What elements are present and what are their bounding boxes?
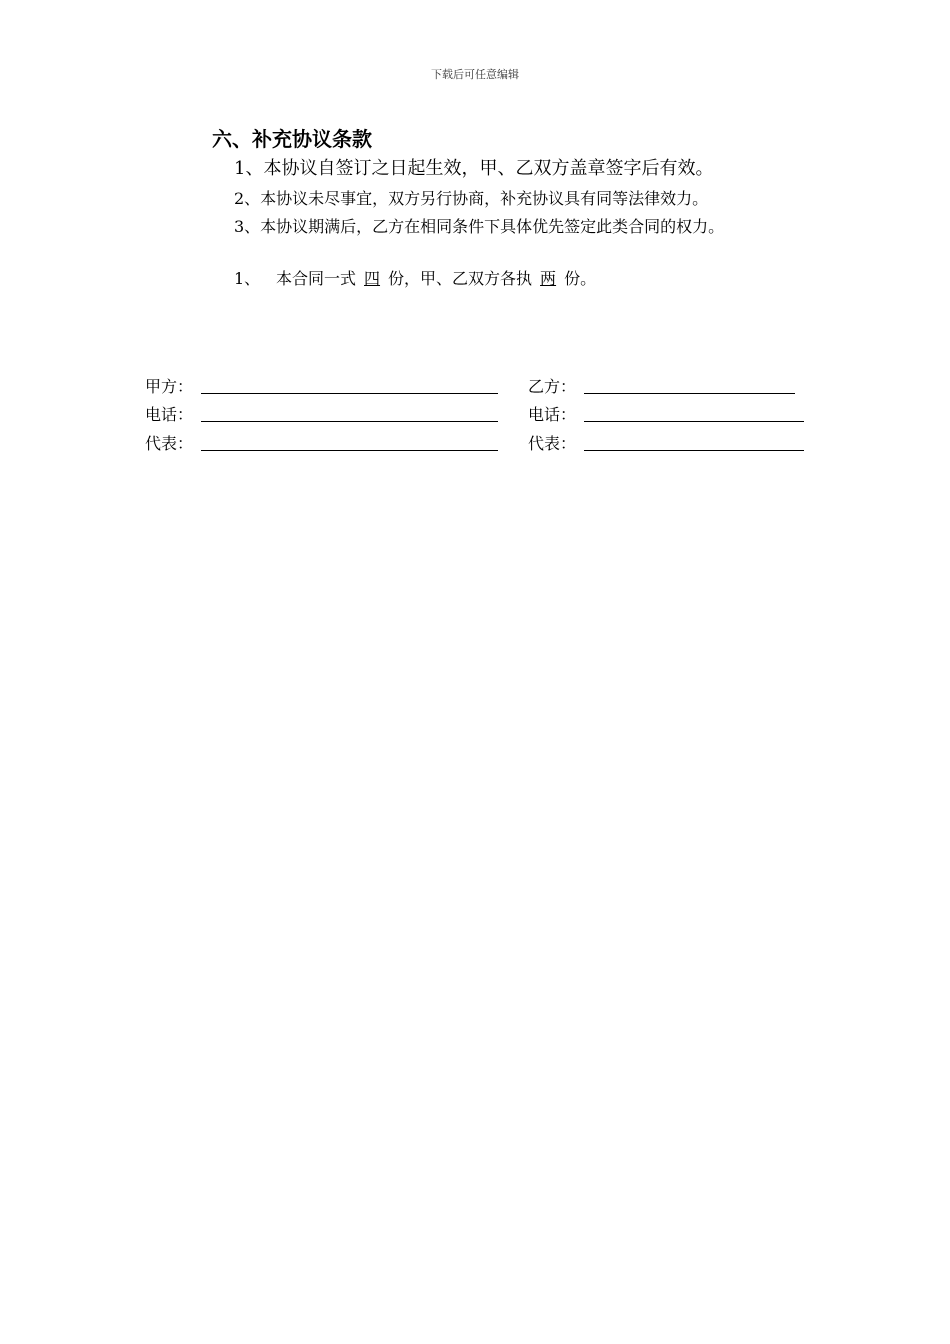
clause-2: 2、本协议未尽事宜，双方另行协商，补充协议具有同等法律效力。 [234,189,709,208]
party-a-signature-line[interactable] [201,393,498,394]
party-b-rep-line[interactable] [584,450,804,451]
copies-suffix: 份。 [564,269,597,288]
copies-each-field: 两 [540,269,557,288]
party-a-rep-line[interactable] [201,450,498,451]
header-note: 下载后可任意编辑 [431,68,519,81]
party-b-signature-line[interactable] [584,393,795,394]
copies-total-field: 四 [364,269,381,288]
party-a-rep-label: 代表： [145,434,194,453]
party-b-rep-label: 代表： [528,434,577,453]
party-a-label: 甲方： [145,377,194,396]
party-b-label: 乙方： [528,377,577,396]
copies-clause [234,266,596,289]
party-a-phone-label: 电话： [145,405,194,424]
clause-1: 1、本协议自签订之日起生效，甲、乙双方盖章签字后有效。 [234,158,714,179]
party-b-phone-label: 电话： [528,405,577,424]
section-title: 六、补充协议条款 [212,127,372,151]
copies-middle: 份，甲、乙双方各执 [388,269,533,288]
party-a-phone-line[interactable] [201,421,498,422]
clause-3: 3、本协议期满后，乙方在相同条件下具体优先签定此类合同的权力。 [234,217,725,236]
signature-row-representative [0,431,950,455]
party-b-phone-line[interactable] [584,421,804,422]
copies-number: 1、 [234,269,261,288]
signature-row-phone [0,402,950,426]
copies-prefix: 本合同一式 [276,269,357,288]
signature-row-party [0,374,950,398]
